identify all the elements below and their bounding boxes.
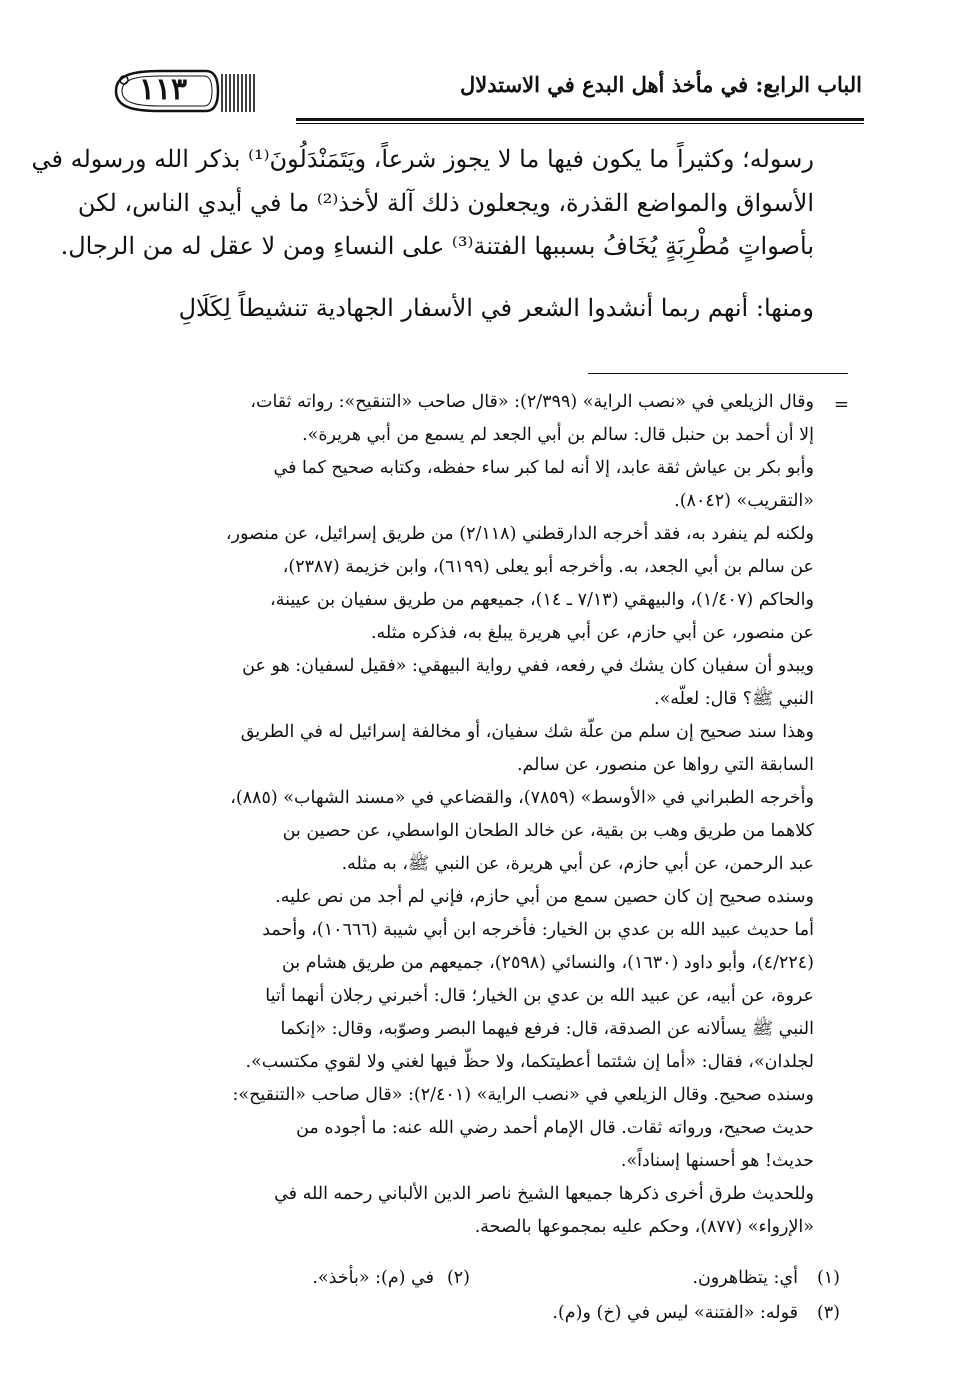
- footnote-line: عن سالم بن أبي الجعد، به. وأخرجه أبو يعلى (٦١٩٩)، وابن خزيمة (٢٣٨٧)،: [282, 557, 814, 577]
- footnote-line: إلا أن أحمد بن حنبل قال: سالم بن أبي الجعد لم يسمع من أبي هريرة».: [302, 425, 814, 445]
- note-number: (٢): [446, 1268, 470, 1288]
- page-number-ornament: [110, 68, 260, 114]
- chapter-title: الباب الرابع: في مأخذ أهل البدع في الاستدلال: [459, 72, 862, 97]
- footnote-line: والحاكم (١/٤٠٧)، والبيهقي (٧/١٣ ـ ١٤)، جميعهم من طريق سفيان بن عيينة،: [270, 590, 814, 610]
- note-number: (٣): [816, 1303, 840, 1323]
- footnote-line: كلاهما من طريق وهب بن بقية، عن خالد الطحان الواسطي، عن حصين بن: [282, 821, 814, 841]
- footnote-line: عبد الرحمن، عن أبي حازم، عن أبي هريرة، عن النبي ﷺ، به مثله.: [341, 854, 814, 874]
- footnote-line: «التقريب» (٨٠٤٢).: [674, 491, 814, 511]
- footnote-line: وللحديث طرق أخرى ذكرها جميعها الشيخ ناصر الدين الألباني رحمه الله في: [274, 1184, 814, 1204]
- footnote-line: وهذا سند صحيح إن سلم من علّة شك سفيان، أو مخالفة إسرائيل له في الطريق: [240, 722, 814, 742]
- footnote-line: وأخرجه الطبراني في «الأوسط» (٧٨٥٩)، والقضاعي في «مسند الشهاب» (٨٨٥)،: [230, 788, 814, 808]
- footnote-line: وسنده صحيح إن كان حصين سمع من أبي حازم، فإني لم أجد من نص عليه.: [275, 887, 814, 907]
- footnote-line: عروة، عن أبيه، عن عبيد الله بن عدي بن الخيار؛ قال: أخبرني رجلان أنهما أتيا: [265, 986, 814, 1006]
- footnote-line: لجلدان»، فقال: «أما إن شئتما أعطيتكما، ولا حظّ فيها لغني ولا لقوي مكتسب».: [245, 1052, 814, 1072]
- note-text: قوله: «الفتنة» ليس في (خ) و(م).: [552, 1303, 798, 1323]
- footnote-line: وأبو بكر بن عياش ثقة عابد، إلا أنه لما كبر ساء حفظه، وكتابه صحيح كما في: [273, 458, 814, 478]
- footnote-line: وسنده صحيح. وقال الزيلعي في «نصب الراية» (٢/٤٠١): «قال صاحب «التنقيح»:: [232, 1085, 814, 1105]
- footnote-line: عن منصور، عن أبي حازم، عن أبي هريرة يبلغ به، فذكره مثله.: [370, 623, 814, 643]
- note-text: أي: يتظاهرون.: [692, 1268, 798, 1288]
- footnote-line: حديث صحيح، ورواته ثقات. قال الإمام أحمد رضي الله عنه: ما أجوده من: [296, 1118, 814, 1138]
- footnote-line: النبي ﷺ يسألانه عن الصدقة، قال: فرفع فيهما البصر وصوّبه، وقال: «إنكما: [280, 1019, 814, 1039]
- page-number: ١١٣: [138, 72, 188, 107]
- main-paragraph: ومنها: أنهم ربما أنشدوا الشعر في الأسفار الجهادية تنشيطاً لِكَلَالِ: [178, 293, 814, 322]
- main-text: [31, 138, 814, 330]
- header-rule: [296, 118, 864, 121]
- footnote-line: وقال الزيلعي في «نصب الراية» (٢/٣٩٩): «قال صاحب «التنقيح»: رواته ثقات،: [250, 392, 814, 412]
- footnote-line: «الإرواء» (٨٧٧)، وحكم عليه بمجموعها بالصحة.: [474, 1217, 814, 1237]
- header-rule-thin: [296, 123, 864, 124]
- continuation-mark: =: [833, 394, 849, 415]
- footnote-line: أما حديث عبيد الله بن عدي بن الخيار: فأخرجه ابن أبي شيبة (١٠٦٦٦)، وأحمد: [262, 920, 814, 940]
- main-line: رسوله؛ وكثيراً ما يكون فيها ما لا يجوز شرعاً، ويَتَمَنْدَلُونَ⁽¹⁾ بذكر الله ورسوله في: [31, 145, 814, 173]
- note-row: [102, 1296, 840, 1331]
- footnote-line: (٤/٢٢٤)، وأبو داود (١٦٣٠)، والنسائي (٢٥٩٨)، جميعهم من طريق هشام بن: [281, 953, 814, 973]
- main-line: الأسواق والمواضع القذرة، ويجعلون ذلك آلة لأخذ⁽²⁾ ما في أيدي الناس، لكن: [77, 188, 814, 217]
- footnote-block: [102, 386, 849, 1244]
- numbered-notes: [102, 1261, 840, 1331]
- footnote-line: ولكنه لم ينفرد به، فقد أخرجه الدارقطني (٢/١١٨) من طريق إسرائيل، عن منصور،: [225, 524, 814, 544]
- running-header: [96, 58, 864, 128]
- footnote-line: ويبدو أن سفيان كان يشك في رفعه، ففي رواية البيهقي: «فقيل لسفيان: هو عن: [242, 656, 814, 676]
- footnote-divider: [588, 373, 848, 374]
- footnote-line: حديث! هو أحسنها إسناداً».: [620, 1151, 814, 1171]
- note-text: في (م): «بأخذ».: [312, 1268, 434, 1288]
- note-row: [102, 1261, 840, 1296]
- note-number: (١): [816, 1268, 840, 1288]
- footnote-line: السابقة التي رواها عن منصور، عن سالم.: [516, 755, 814, 775]
- main-line: بأصواتٍ مُطْرِبَةٍ يُخَافُ بسببها الفتنة⁽³⁾ على النساءِ ومن لا عقل له من الرجال.: [60, 232, 814, 260]
- footnote-line: النبي ﷺ؟ قال: لعلّه».: [654, 689, 814, 709]
